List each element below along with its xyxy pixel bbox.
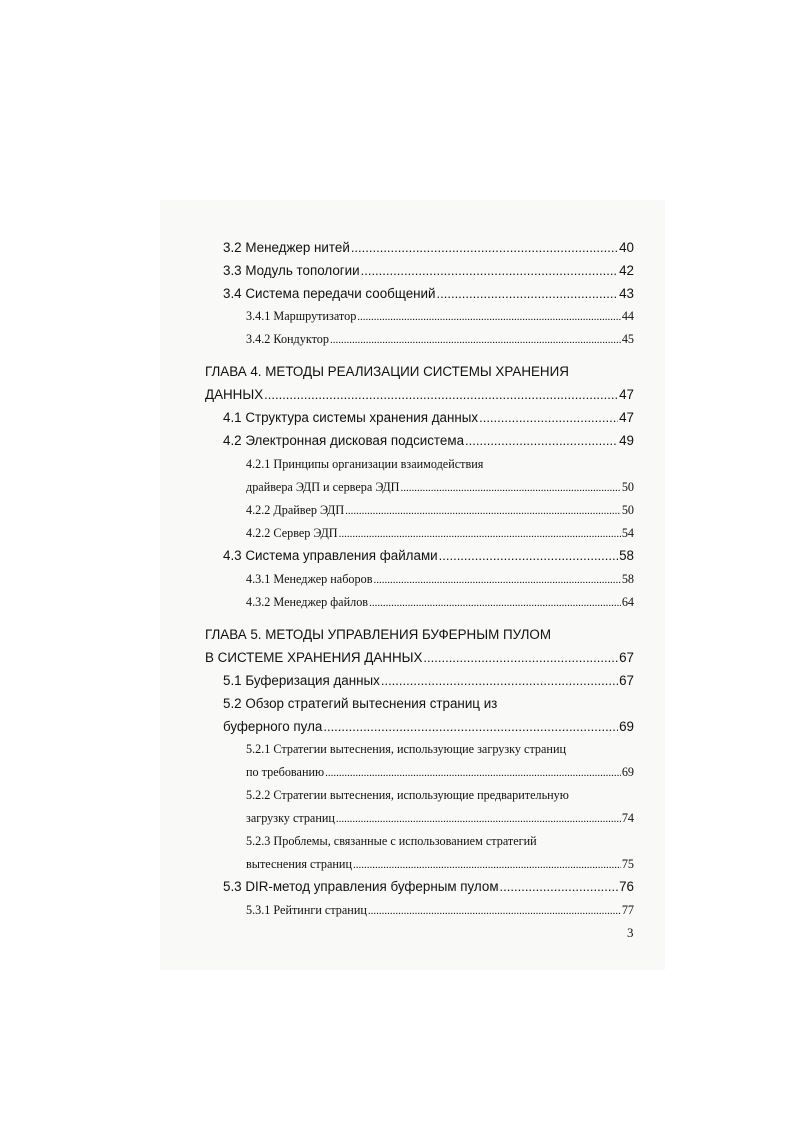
dot-leader bbox=[369, 595, 621, 610]
dot-leader bbox=[339, 526, 621, 541]
dot-leader bbox=[264, 387, 618, 402]
toc-entry-page: 58 bbox=[621, 572, 634, 586]
toc-entry-4-2-2-driver bbox=[246, 503, 634, 518]
dot-leader bbox=[353, 857, 621, 872]
toc-entry-page: 40 bbox=[619, 240, 634, 255]
toc-entry-5-2-3 bbox=[246, 857, 634, 872]
toc-entry-text: 3.4 Система передачи сообщений bbox=[223, 286, 436, 301]
toc-entry-page: 77 bbox=[621, 903, 634, 917]
toc-entry-page: 47 bbox=[619, 410, 634, 425]
toc-entry-4-3-1 bbox=[246, 572, 634, 587]
toc-entry-4-2-1 bbox=[246, 480, 634, 495]
dot-leader bbox=[336, 811, 621, 826]
toc-entry-text: 5.3 DIR-метод управления буферным пулом bbox=[223, 879, 499, 894]
toc-entry-5-2-1-line1: 5.2.1 Стратегии вытеснения, использующие загрузку страниц bbox=[246, 742, 566, 756]
toc-entry-text: 4.3.1 Менеджер наборов bbox=[246, 572, 373, 586]
dot-leader bbox=[361, 263, 618, 278]
toc-entry-page: 43 bbox=[619, 286, 634, 301]
toc-entry-text: 5.3.1 Рейтинги страниц bbox=[246, 903, 367, 917]
dot-leader bbox=[500, 879, 619, 894]
dot-leader bbox=[437, 286, 619, 301]
toc-entry-5-3-1 bbox=[246, 903, 634, 918]
toc-entry-text: загрузку страниц bbox=[246, 811, 335, 825]
toc-entry-text: 3.4.1 Маршрутизатор bbox=[246, 309, 357, 323]
toc-entry-5-2-2 bbox=[246, 811, 634, 826]
toc-entry-text: 4.1 Структура системы хранения данных bbox=[223, 410, 479, 425]
dot-leader bbox=[325, 765, 621, 780]
toc-entry-5-1 bbox=[223, 673, 634, 688]
toc-entry-3-2 bbox=[223, 240, 634, 255]
toc-entry-page: 47 bbox=[619, 387, 634, 402]
toc-entry-4-3 bbox=[223, 548, 634, 563]
dot-leader bbox=[479, 410, 618, 425]
toc-entry-4-3-2 bbox=[246, 595, 634, 610]
toc-entry-3-4-1 bbox=[246, 309, 634, 324]
toc-entry-text: В СИСТЕМЕ ХРАНЕНИЯ ДАННЫХ bbox=[205, 650, 423, 665]
toc-entry-text: 4.2.2 Сервер ЭДП bbox=[246, 526, 338, 540]
toc-entry-5-2-line1: 5.2 Обзор стратегий вытеснения страниц из bbox=[223, 696, 498, 711]
toc-entry-text: 4.3.2 Менеджер файлов bbox=[246, 595, 369, 609]
toc-entry-4-2-1-line1: 4.2.1 Принципы организации взаимодействия bbox=[246, 457, 484, 471]
chapter-4-heading: ГЛАВА 4. МЕТОДЫ РЕАЛИЗАЦИИ СИСТЕМЫ ХРАНЕНИЯ bbox=[205, 364, 569, 379]
dot-leader bbox=[357, 309, 621, 324]
dot-leader bbox=[330, 332, 621, 347]
toc-entry-page: 54 bbox=[621, 526, 634, 540]
toc-entry-page: 64 bbox=[621, 595, 634, 609]
dot-leader bbox=[465, 433, 618, 448]
toc-entry-chapter-4 bbox=[205, 387, 634, 402]
toc-entry-page: 75 bbox=[621, 857, 634, 871]
toc-entry-text: вытеснения страниц bbox=[246, 857, 352, 871]
toc-entry-page: 50 bbox=[621, 480, 634, 494]
dot-leader bbox=[439, 548, 618, 563]
toc-entry-text: 5.1 Буферизация данных bbox=[223, 673, 380, 688]
toc-entry-page: 74 bbox=[621, 811, 634, 825]
toc-entry-5-3 bbox=[223, 879, 634, 894]
toc-entry-page: 44 bbox=[621, 309, 634, 323]
toc-entry-page: 69 bbox=[621, 765, 634, 779]
dot-leader bbox=[323, 719, 618, 734]
toc-entry-text: драйвера ЭДП и сервера ЭДП bbox=[246, 480, 400, 494]
dot-leader bbox=[423, 650, 618, 665]
toc-entry-chapter-5 bbox=[205, 650, 634, 665]
toc-entry-text: 4.3 Система управления файлами bbox=[223, 548, 438, 563]
toc-entry-3-4-2 bbox=[246, 332, 634, 347]
dot-leader bbox=[373, 572, 620, 587]
dot-leader bbox=[381, 673, 618, 688]
toc-entry-text: 3.3 Модуль топологии bbox=[223, 263, 360, 278]
toc-entry-page: 58 bbox=[619, 548, 634, 563]
toc-entry-5-2-2-line1: 5.2.2 Стратегии вытеснения, использующие предварительную bbox=[246, 788, 569, 802]
toc-entry-3-4 bbox=[223, 286, 634, 301]
toc-entry-page: 42 bbox=[619, 263, 634, 278]
chapter-5-heading: ГЛАВА 5. МЕТОДЫ УПРАВЛЕНИЯ БУФЕРНЫМ ПУЛОМ bbox=[205, 627, 551, 642]
toc-entry-text: 3.4.2 Кондуктор bbox=[246, 332, 329, 346]
toc-entry-3-3 bbox=[223, 263, 634, 278]
toc-entry-page: 69 bbox=[619, 719, 634, 734]
toc-entry-4-2 bbox=[223, 433, 634, 448]
dot-leader bbox=[345, 503, 621, 518]
dot-leader bbox=[351, 240, 618, 255]
toc-entry-text: по требованию bbox=[246, 765, 325, 779]
toc-entry-5-2-3-line1: 5.2.3 Проблемы, связанные с использованием стратегий bbox=[246, 834, 537, 848]
page-number: 3 bbox=[627, 925, 634, 940]
toc-entry-page: 76 bbox=[619, 879, 634, 894]
toc-entry-page: 45 bbox=[621, 332, 634, 346]
toc-entry-text: 4.2 Электронная дисковая подсистема bbox=[223, 433, 465, 448]
toc-entry-5-2-1 bbox=[246, 765, 634, 780]
toc-entry-text: 3.2 Менеджер нитей bbox=[223, 240, 350, 255]
toc-entry-page: 49 bbox=[619, 433, 634, 448]
toc-entry-page: 67 bbox=[619, 673, 634, 688]
toc-entry-page: 67 bbox=[619, 650, 634, 665]
toc-entry-text: ДАННЫХ bbox=[205, 387, 264, 402]
toc-entry-text: буферного пула bbox=[223, 719, 323, 734]
toc-entry-page: 50 bbox=[621, 503, 634, 517]
toc-entry-5-2 bbox=[223, 719, 634, 734]
toc-entry-4-2-2-server bbox=[246, 526, 634, 541]
toc-entry-4-1 bbox=[223, 410, 634, 425]
toc-entry-text: 4.2.2 Драйвер ЭДП bbox=[246, 503, 345, 517]
dot-leader bbox=[400, 480, 620, 495]
dot-leader bbox=[368, 903, 621, 918]
